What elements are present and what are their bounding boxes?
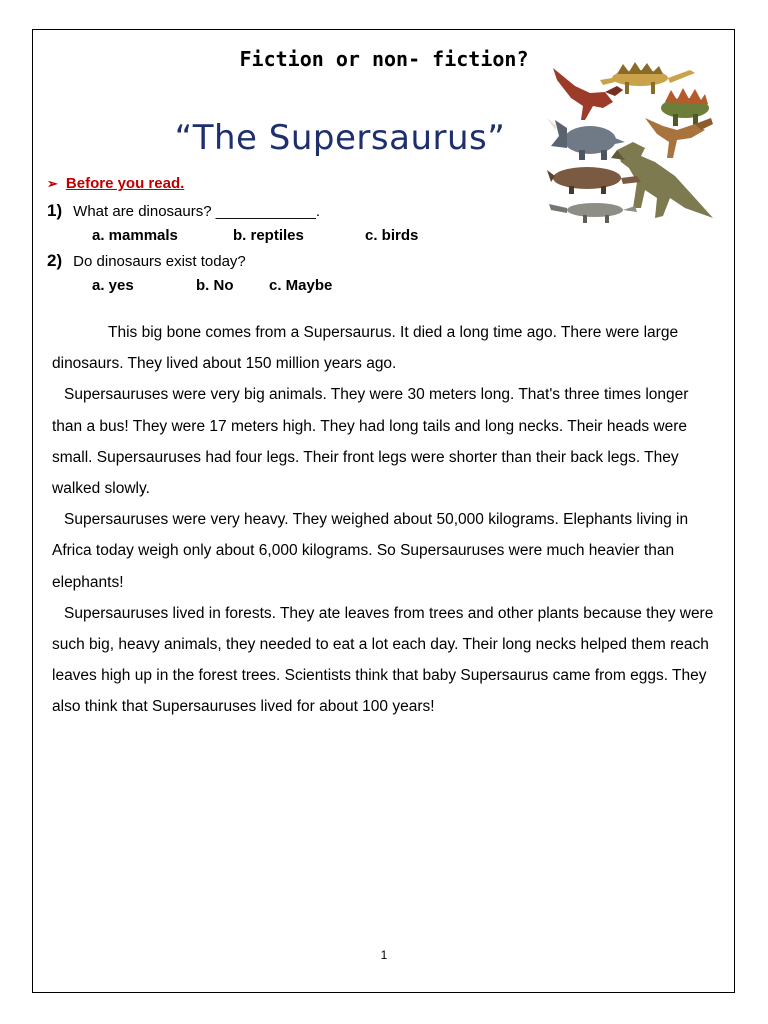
ankylosaurus-icon (547, 167, 641, 194)
question-text: What are dinosaurs? ____________. (73, 203, 321, 220)
story-title: “The Supersaurus” (174, 118, 506, 158)
question-number: 1) (47, 201, 63, 220)
before-you-read-label: Before you read. (65, 175, 185, 192)
dinosaurs-illustration (545, 58, 715, 228)
question-number: 2) (47, 251, 63, 270)
small-dinosaur-icon (549, 203, 637, 223)
question-1 (47, 201, 320, 221)
option: c. birds (365, 227, 419, 244)
question-text: Do dinosaurs exist today? (73, 253, 246, 270)
before-you-read-heading (47, 175, 184, 192)
passage-paragraph: Supersauruses were very big animals. They were 30 meters long. That's three times longer than a bus! They were 17 meters high. They had long tails and long necks. Their heads were small. Supersauruses had four legs. Their front legs were shorter than their back legs. They walked slowly. (52, 386, 689, 498)
option: a. mammals (92, 227, 178, 244)
page-number: 1 (380, 948, 388, 962)
passage-paragraph: This big bone comes from a Supersaurus. It died a long time ago. There were large dinosaurs. They lived about 150 million years ago. (52, 324, 679, 373)
raptor-icon (553, 68, 623, 120)
option: a. yes (92, 277, 134, 294)
passage-paragraph: Supersauruses were very heavy. They weighed about 50,000 kilograms. Elephants living in Africa today weigh only about 6,000 kilograms. So Supersauruses were much heavier than elephants! (52, 511, 689, 591)
arrow-bullet-icon: ➢ (47, 176, 58, 191)
stegosaurus-icon-2 (661, 88, 709, 126)
question-2 (47, 251, 246, 271)
reading-passage (52, 317, 722, 723)
triceratops-icon (547, 118, 625, 160)
option: b. reptiles (233, 227, 304, 244)
worksheet-question-header: Fiction or non- fiction? (239, 47, 529, 71)
passage-paragraph: Supersauruses lived in forests. They ate leaves from trees and other plants because they were such big, heavy animals, they needed to eat a lot each day. Their long necks helped them reach leaves high up in the forest trees. Scientists think that baby Supersaurus came from eggs. They also think that Supersauruses lived for about 100 years! (52, 604, 714, 716)
option: b. No (196, 277, 234, 294)
raptor-icon-2 (645, 118, 713, 158)
option: c. Maybe (269, 277, 333, 294)
